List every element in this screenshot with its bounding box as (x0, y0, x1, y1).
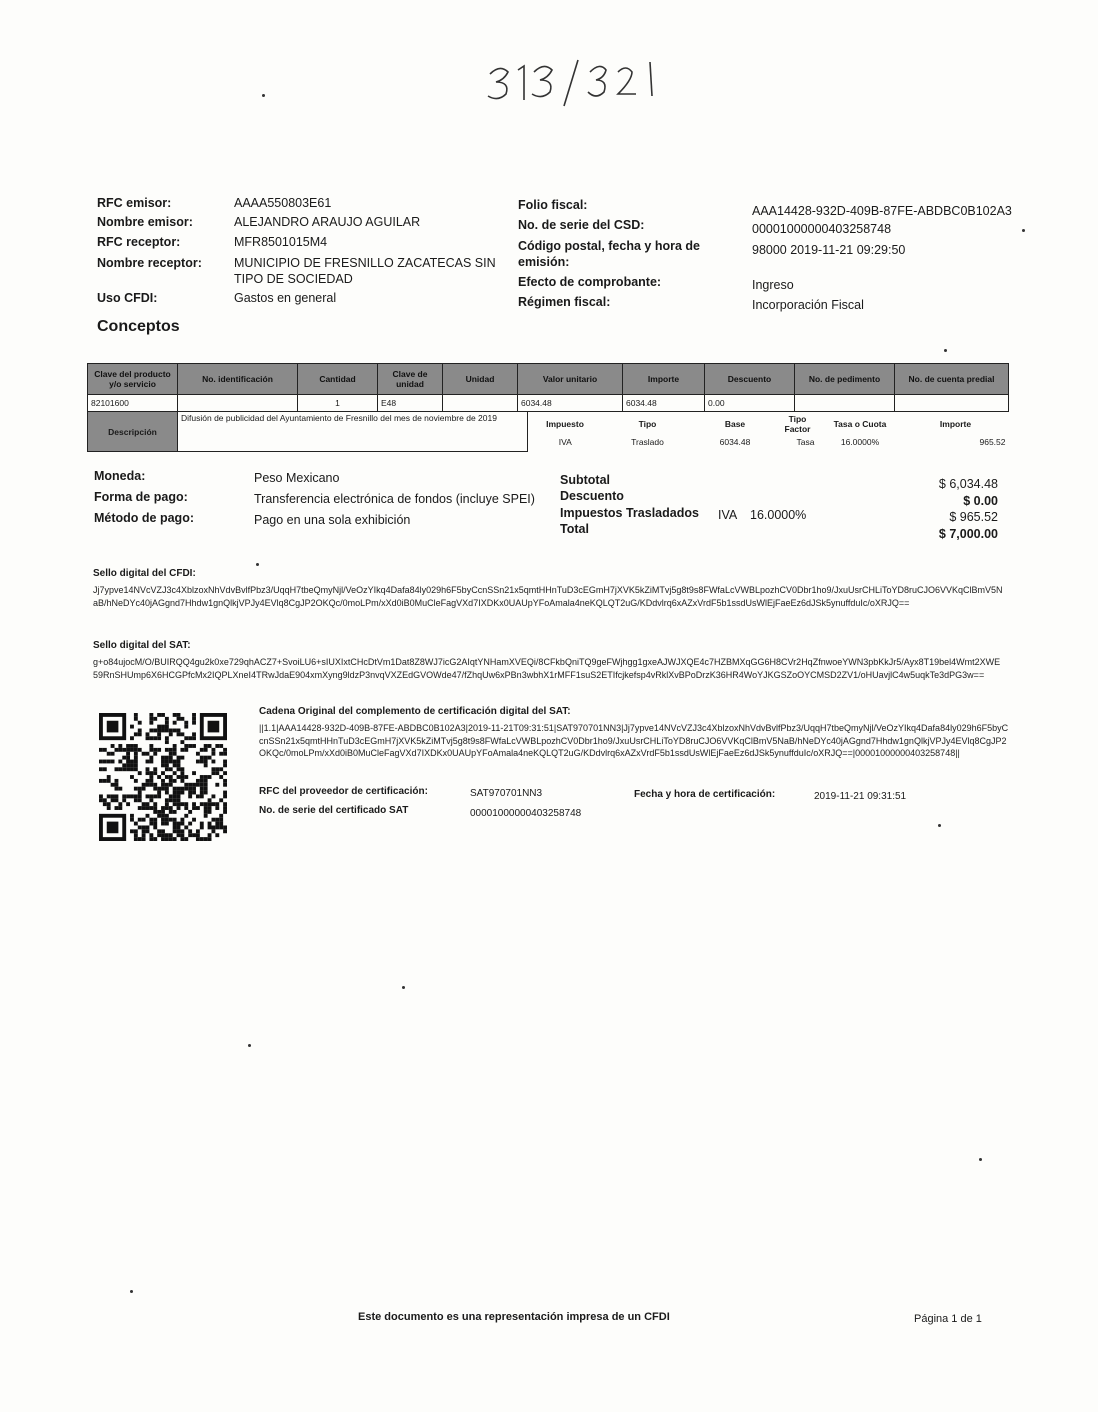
subtotal-value: $ 6,034.48 (938, 477, 998, 491)
scan-speck (262, 94, 265, 97)
cell-valor-unitario: 6034.48 (518, 395, 623, 412)
nombre-receptor-value-2: TIPO DE SOCIEDAD (234, 272, 353, 286)
description-text: Difusión de publicidad del Ayuntamiento de Fresnillo del mes de noviembre de 2019 (178, 412, 528, 452)
rfc-receptor-value: MFR8501015M4 (234, 235, 328, 249)
cell-clave-producto: 82101600 (88, 395, 178, 412)
tax-col-tipo: Tipo (638, 418, 657, 429)
tax-col-importe: Importe (939, 418, 972, 429)
metodo-pago-value: Pago en una sola exhibición (254, 513, 411, 527)
tax-col-tasa: Tasa o Cuota (833, 418, 887, 429)
sello-sat-text: g+o84ujocM/O/BUIRQQ4gu2k0xe729qhACZ7+SvoiLU6+sIUXIxtCHcDtVm1Dat8Z8WJ7icG2AIqtYNHamXVEQi/8CFkbQniTQ9geFWjhgg1gxeAJWJXQE4c7HZBMXqGG6H8CVr2HqZfnwoeYWN3pbKkJr5/Ayx8T19bel4Wmt2XWE59RnSHUmp6X6HCGPfcMx2IQPLXneI4TRwJdaE904xmXyng9ldzP3nvqVXZEdGVOWde47/fZhqUw6xPBn3wbhX1rMFF1suS2ETIfcjkefsp4vRklXvBPoDrzK36HR4WoYJKGSZoOYCMSD2ZV1/oHUavjlC4w5uqkTe3dPG3w== (93, 657, 1001, 680)
forma-pago-value: Transferencia electrónica de fondos (incluye SPEI) (254, 492, 535, 506)
tax-tasa: 16.0000% (840, 436, 880, 447)
fecha-certificacion-value: 2019-11-21 09:31:51 (814, 791, 907, 802)
regimen-label: Régimen fiscal: (518, 295, 611, 309)
codigo-postal-label-2: emisión: (518, 255, 570, 269)
col-unidad: Unidad (443, 364, 518, 395)
cell-descuento: 0.00 (705, 395, 795, 412)
col-importe: Importe (623, 364, 705, 395)
impuestos-value: $ 965.52 (949, 510, 998, 524)
total-label: Total (560, 522, 589, 536)
scan-speck (130, 1290, 133, 1293)
qr-code (99, 713, 227, 841)
sello-cfdi-text: Jj7ypve14NVcVZJ3c4XblzoxNhVdvBvlfPbz3/UqqH7tbeQmyNjl/VeOzYIkq4Dafa84ly029h6F5byCcnSSn21x5qmtHHnTuD3cEGmH7jXVK5kZiMTvj5g8t9s8FWfaLcVWBLpozhCV0Dbr1ho9/JxuUsrCHLiToYD8ruCJO6VVKqClBmV5NaB/hNeDYc40jAGgnd7Hhdw1gnQlkjVPJy4EVlq8CgJP2OKQc/0moLPm/xXd0iB0MuCleFagVXd7IXDKx0UAUpYFoAmala4neKQLQT2uG/KDdvlrq6xAZxVrdF5b1ssdUsWlEjFaeEz6dJSk5ynuffduIc/oXRJQ== (93, 585, 1003, 608)
col-valor-unitario: Valor unitario (518, 364, 623, 395)
cadena-title: Cadena Original del complemento de certificación digital del SAT: (259, 706, 571, 717)
moneda-label: Moneda: (94, 469, 146, 483)
rfc-receptor-label: RFC receptor: (97, 235, 181, 249)
concept-table (87, 363, 1009, 412)
col-no-identificacion: No. identificación (178, 364, 298, 395)
cell-cantidad: 1 (298, 395, 378, 412)
col-descuento: Descuento (705, 364, 795, 395)
cadena-text: ||1.1|AAA14428-932D-409B-87FE-ABDBC0B102A3|2019-11-21T09:31:51|SAT970701NN3|Jj7ypve14NVcVZJ3c4XblzoxNhVdvBvlfPbz3/UqqH7tbeQmyNjl/VeOzYIkq4Dafa84ly029h6F5byCcnSSn21x5qmtHHnTuD3cEGmH7jXVK5kZiMTvj5g8t9s8FWfaLcVWBLpozhCV0Dbr1ho9/JxuUsrCHLiToYD8ruCJO6VVKqClBmV5NaB/hNeDYc40jAGgnd7Hhdw1gnQlkjVPJy4EVlq8CgJP2OKQc/0moLPm/xXd0iB0MuCleFagVXd7IXDKx0UAUpYFoAmala4neKQLQT2uG/KDdvlrq6xAZxVrdF5b1ssdUsWlEjFaeEz6dJSk5ynuffduIc/oXRJQ==|00001000000403258748|| (259, 723, 1009, 758)
tax-col-impuesto: Impuesto (546, 418, 584, 429)
tax-tipo: Traslado (631, 436, 664, 447)
nombre-emisor-value: ALEJANDRO ARAUJO AGUILAR (234, 215, 421, 229)
impuestos-label: Impuestos Trasladados (560, 506, 699, 520)
tax-tipo-factor: Tasa (796, 436, 815, 447)
conceptos-title: Conceptos (97, 318, 180, 335)
tax-importe: 965.52 (979, 436, 1006, 447)
col-clave-producto: Clave del producto y/o servicio (88, 364, 178, 395)
col-clave-unidad: Clave de unidad (378, 364, 443, 395)
serie-csd-label: No. de serie del CSD: (518, 218, 645, 232)
cell-clave-unidad: E48 (378, 395, 443, 412)
nombre-receptor-label: Nombre receptor: (97, 256, 202, 270)
serie-certificado-value: 00001000000403258748 (470, 808, 582, 819)
tax-base: 6034.48 (719, 436, 751, 447)
tax-impuesto: IVA (558, 436, 572, 447)
tax-col-tipo-factor: Tipo Factor (784, 413, 811, 434)
metodo-pago-label: Método de pago: (94, 511, 194, 525)
cell-cuenta-predial (895, 395, 1009, 412)
impuestos-tasa: 16.0000% (750, 508, 807, 522)
cell-unidad (443, 395, 518, 412)
col-no-pedimento: No. de pedimento (795, 364, 895, 395)
total-value: $ 7,000.00 (938, 527, 998, 541)
subtotal-label: Subtotal (560, 473, 610, 487)
serie-csd-value: 00001000000403258748 (752, 222, 892, 236)
nombre-receptor-value: MUNICIPIO DE FRESNILLO ZACATECAS SIN (234, 256, 496, 270)
scan-speck (979, 1158, 982, 1161)
uso-cfdi-value: Gastos en general (234, 291, 337, 305)
forma-pago-label: Forma de pago: (94, 490, 188, 504)
uso-cfdi-label: Uso CFDI: (97, 291, 158, 305)
impuestos-tipo: IVA (718, 508, 738, 522)
nombre-emisor-label: Nombre emisor: (97, 215, 193, 229)
folio-fiscal-value: AAA14428-932D-409B-87FE-ABDBC0B102A3 (752, 204, 1012, 218)
rfc-proveedor-label: RFC del proveedor de certificación: (259, 786, 428, 797)
scan-speck (402, 986, 405, 989)
col-cuenta-predial: No. de cuenta predial (895, 364, 1009, 395)
scan-speck (938, 824, 941, 827)
rfc-emisor-label: RFC emisor: (97, 196, 172, 210)
descuento-value: $ 0.00 (963, 494, 998, 508)
descuento-label: Descuento (560, 489, 624, 503)
description-table (87, 411, 1009, 452)
cell-importe: 6034.48 (623, 395, 705, 412)
page-number: Página 1 de 1 (914, 1313, 982, 1325)
rfc-emisor-value: AAAA550803E61 (234, 196, 332, 210)
scan-speck (248, 1044, 251, 1047)
sello-cfdi-title: Sello digital del CFDI: (93, 568, 196, 579)
cell-no-pedimento (795, 395, 895, 412)
scan-speck (256, 563, 259, 566)
sello-sat-title: Sello digital del SAT: (93, 640, 191, 651)
serie-certificado-label: No. de serie del certificado SAT (259, 805, 409, 816)
efecto-label: Efecto de comprobante: (518, 275, 662, 289)
fecha-certificacion-label: Fecha y hora de certificación: (634, 789, 776, 800)
rfc-proveedor-value: SAT970701NN3 (470, 788, 543, 799)
regimen-value: Incorporación Fiscal (752, 298, 864, 312)
handwritten-note (478, 52, 678, 112)
scan-speck (1022, 229, 1025, 232)
fecha-emision-value: 98000 2019-11-21 09:29:50 (752, 243, 906, 257)
moneda-value: Peso Mexicano (254, 471, 340, 485)
codigo-postal-label: Código postal, fecha y hora de (518, 239, 700, 253)
folio-fiscal-label: Folio fiscal: (518, 198, 588, 212)
col-cantidad: Cantidad (298, 364, 378, 395)
table-row (88, 395, 1009, 412)
description-label: Descripción (88, 412, 178, 452)
cell-no-identificacion (178, 395, 298, 412)
concept-header-row (88, 364, 1009, 395)
scan-speck (944, 349, 947, 352)
footer-note: Este documento es una representación impresa de un CFDI (358, 1311, 670, 1323)
efecto-value: Ingreso (752, 278, 794, 292)
tax-col-base: Base (724, 418, 746, 429)
